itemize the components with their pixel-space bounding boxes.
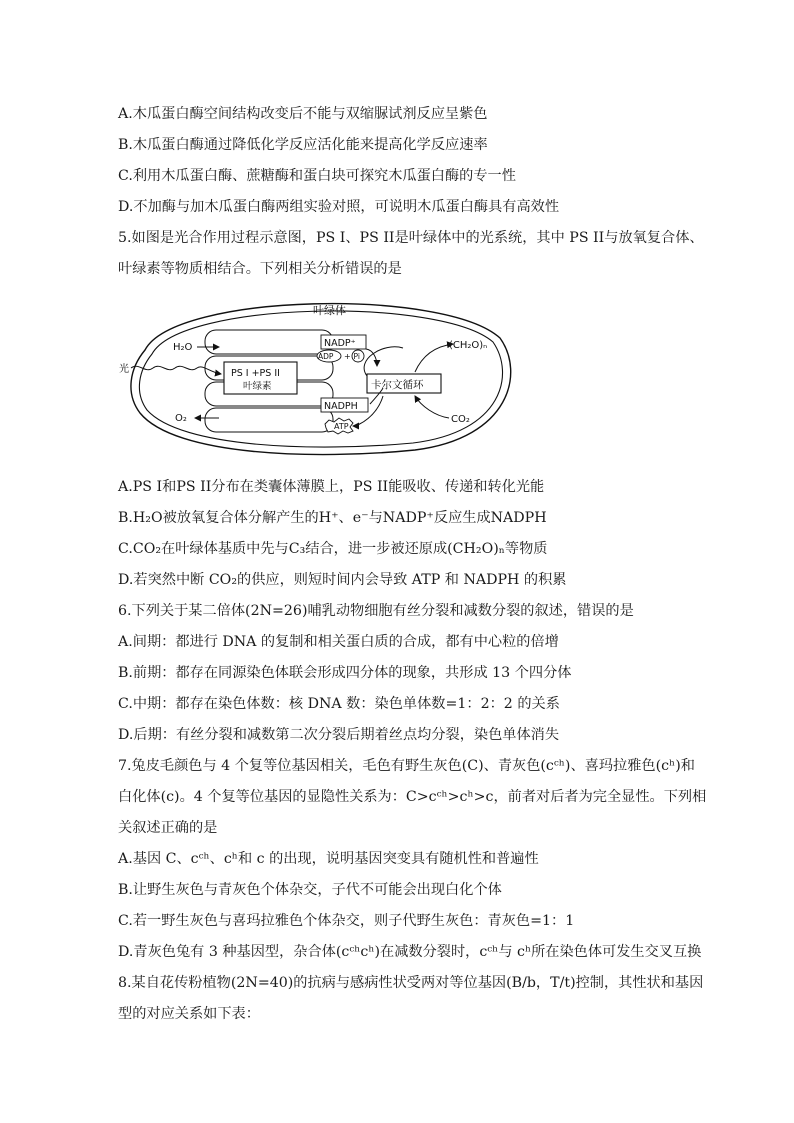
q5-stem-line2: 叶绿素等物质相结合。下列相关分析错误的是 [118, 261, 402, 277]
q5-stem-line1: 5.如图是光合作用过程示意图，PS I、PS II是叶绿体中的光系统，其中 PS II与放氧复合体、 [118, 230, 704, 246]
q6-stem: 6.下列关于某二倍体(2N=26)哺乳动物细胞有丝分裂和减数分裂的叙述，错误的是 [118, 603, 634, 619]
q5-option-d: D.若突然中断 CO₂的供应，则短时间内会导致 ATP 和 NADPH 的积累 [118, 572, 567, 588]
q5-option-a: A.PS I和PS II分布在类囊体薄膜上，PS II能吸收、传递和转化光能 [118, 479, 545, 495]
h2o-label: H₂O [173, 342, 193, 353]
q5-option-b: B.H₂O被放氧复合体分解产生的H⁺、e⁻与NADP⁺反应生成NADPH [118, 510, 547, 526]
ps-label-line2: 叶绿素 [243, 381, 272, 392]
adp-label: ADP [318, 352, 334, 361]
q4-option-d: D.不加酶与加木瓜蛋白酶两组实验对照，可说明木瓜蛋白酶具有高效性 [118, 199, 560, 215]
atp-label: ATP [334, 422, 349, 431]
co2-label: CO₂ [451, 414, 470, 425]
ps-label-line1: PS I +PS II [231, 368, 280, 379]
q6-option-d: D.后期：有丝分裂和减数第二次分裂后期着丝点均分裂，染色单体消失 [118, 727, 560, 743]
q7-stem-line3: 关叙述正确的是 [118, 820, 218, 836]
q5-option-c: C.CO₂在叶绿体基质中先与C₃结合，进一步被还原成(CH₂O)ₙ等物质 [118, 541, 548, 557]
q4-option-b: B.木瓜蛋白酶通过降低化学反应活化能来提高化学反应速率 [118, 137, 488, 153]
q6-option-b: B.前期：都存在同源染色体联会形成四分体的现象，共形成 13 个四分体 [118, 665, 572, 681]
co2-arrow [415, 396, 449, 418]
light-label: 光 [119, 364, 129, 375]
plus-sign: + [344, 352, 351, 361]
calvin-cycle-label: 卡尔文循环 [371, 379, 424, 391]
chloroplast-label: 叶绿体 [313, 304, 346, 317]
q8-stem-line1: 8.某自花传粉植物(2N=40)的抗病与感病性状受两对等位基因(B/b，T/t)控制，其性状和基因 [118, 975, 704, 991]
o2-label: O₂ [175, 413, 187, 424]
q7-stem-line2: 白化体(c)。4 个复等位基因的显隐性关系为：C>cᶜʰ>cʰ>c，前者对后者为完全显性。下列相 [118, 789, 707, 805]
q6-option-a: A.间期：都进行 DNA 的复制和相关蛋白质的合成，都有中心粒的倍增 [118, 634, 559, 650]
pi-label: Pi [353, 352, 360, 361]
q6-option-c: C.中期：都存在染色体数：核 DNA 数：染色单体数=1：2：2 的关系 [118, 696, 560, 712]
q7-option-d: D.青灰色兔有 3 种基因型，杂合体(cᶜʰcʰ)在减数分裂时，cᶜʰ与 cʰ所在染色体可发生交叉互换 [118, 944, 702, 960]
calvin-arc-upper [364, 347, 403, 376]
q8-stem-line2: 型的对应关系如下表： [118, 1006, 260, 1022]
q7-option-a: A.基因 C、cᶜʰ、cʰ和 c 的出现，说明基因突变具有随机性和普遍性 [118, 851, 539, 867]
nadp-arrow [366, 349, 377, 366]
nadp-plus-label: NADP⁺ [324, 338, 356, 349]
ch2o-arrow [415, 344, 453, 372]
q7-option-b: B.让野生灰色与青灰色个体杂交，子代不可能会出现白化个体 [118, 882, 502, 898]
nadph-label: NADPH [324, 401, 358, 412]
q7-option-c: C.若一野生灰色与喜玛拉雅色个体杂交，则子代野生灰色：青灰色=1：1 [118, 913, 575, 929]
ch2o-label: (CH₂O)ₙ [449, 340, 488, 351]
q7-stem-line1: 7.兔皮毛颜色与 4 个复等位基因相关，毛色有野生灰色(C)、青灰色(cᶜʰ)、喜玛拉雅色(cʰ)和 [118, 758, 695, 774]
q4-option-a: A.木瓜蛋白酶空间结构改变后不能与双缩脲试剂反应呈紫色 [118, 106, 488, 122]
photosynthesis-diagram [115, 288, 520, 458]
q4-option-c: C.利用木瓜蛋白酶、蔗糖酶和蛋白块可探究木瓜蛋白酶的专一性 [118, 168, 516, 184]
